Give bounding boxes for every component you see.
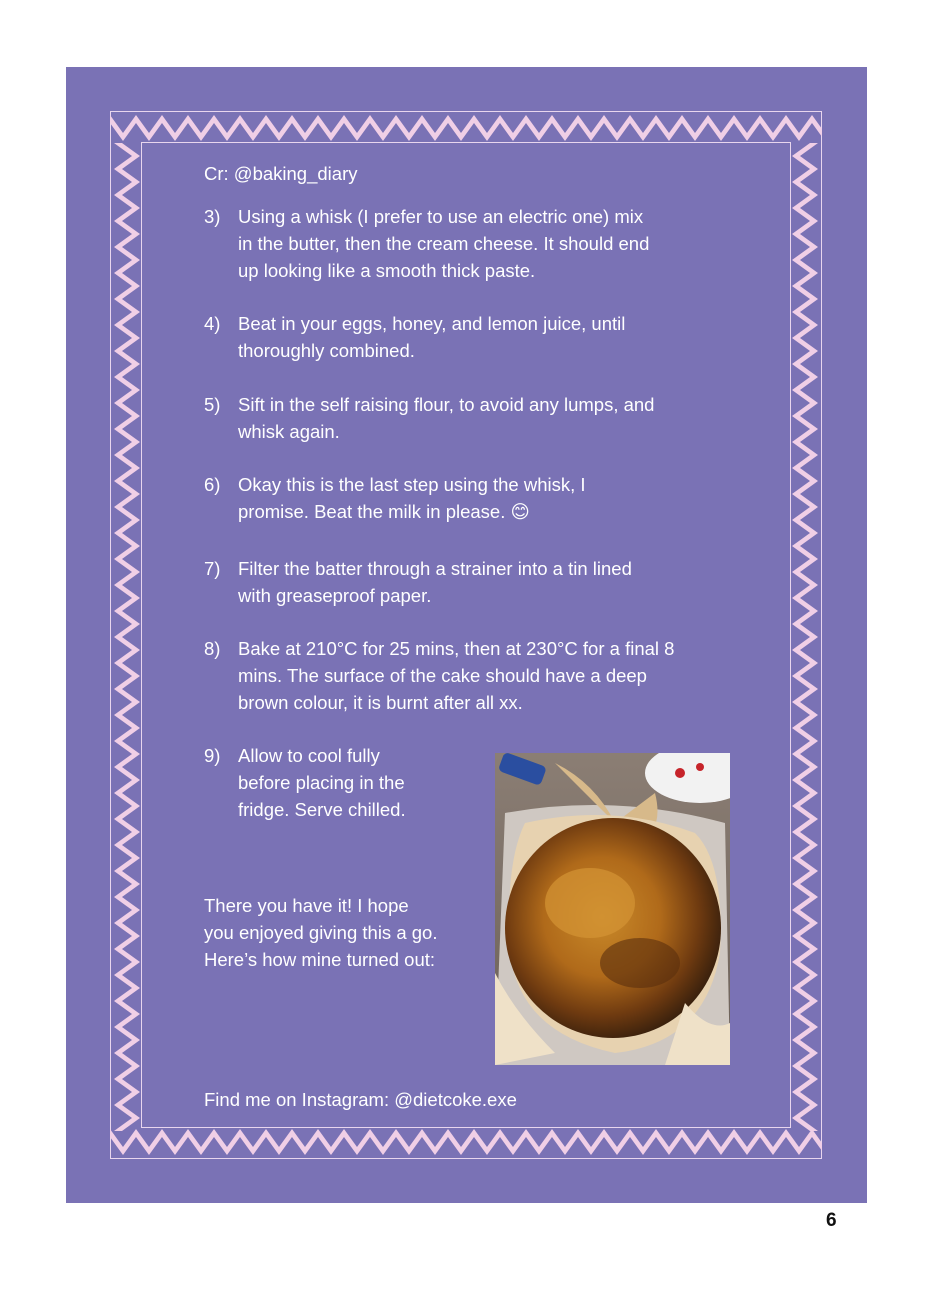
instagram-footer: Find me on Instagram: @dietcoke.exe [204,1089,517,1110]
step-line: thoroughly combined. [238,340,415,361]
step-line: fridge. Serve chilled. [238,799,406,820]
step-line: before placing in the [238,772,405,793]
outro-line: Here’s how mine turned out: [204,949,436,970]
step-text [238,742,406,823]
step-number: 5) [204,394,221,415]
step-line: whisk again. [238,421,340,442]
step-line: up looking like a smooth thick paste. [238,260,536,281]
outro-line: There you have it! I hope [204,895,409,916]
step-line: Allow to cool fully [238,745,380,766]
step-line: mins. The surface of the cake should have a deep [238,665,647,686]
step-text [238,310,625,364]
step-number: 8) [204,638,221,659]
step-text [238,635,674,716]
step-line: brown colour, it is burnt after all xx. [238,692,523,713]
step-line: promise. Beat the milk in please. 😊 [238,501,530,522]
step-text [238,391,654,445]
step-number: 3) [204,206,221,227]
step-text [238,555,632,609]
step-line: Sift in the self raising flour, to avoid any lumps, and [238,394,655,415]
step-line: Bake at 210°C for 25 mins, then at 230°C for a final 8 [238,638,675,659]
cheesecake-photo [495,753,730,1065]
outro-line: you enjoyed giving this a go. [204,922,438,943]
page-number: 6 [826,1210,837,1231]
step-line: Okay this is the last step using the whisk, I [238,474,586,495]
step-line: Beat in your eggs, honey, and lemon juice, until [238,313,626,334]
step-line: with greaseproof paper. [238,585,432,606]
step-line: Filter the batter through a strainer into a tin lined [238,558,632,579]
step-text [238,203,649,284]
step-number: 9) [204,745,221,766]
step-line: in the butter, then the cream cheese. It should end [238,233,650,254]
outro-text [204,892,504,973]
step-number: 4) [204,313,221,334]
credit-line: Cr: @baking_diary [204,163,358,184]
step-number: 6) [204,474,221,495]
step-line: Using a whisk (I prefer to use an electric one) mix [238,206,644,227]
step-number: 7) [204,558,221,579]
step-text [238,471,586,525]
